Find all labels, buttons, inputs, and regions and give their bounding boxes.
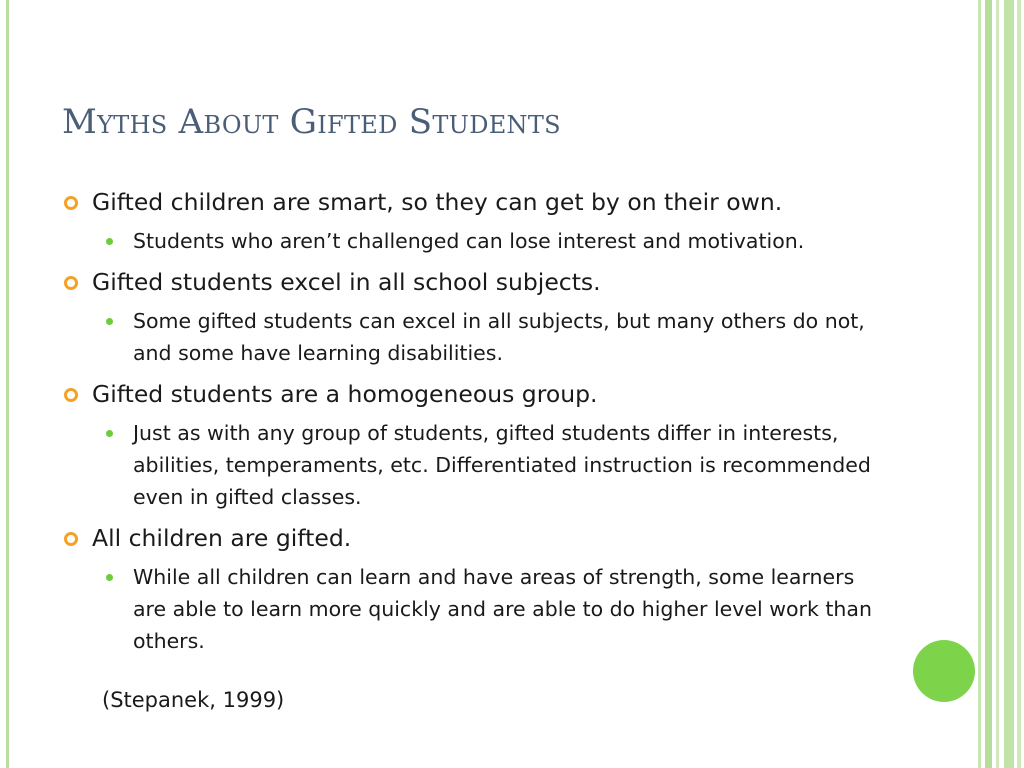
bullet-text: Gifted children are smart, so they can get by on their own. [92,188,783,216]
right-stripe [978,0,981,768]
right-stripe [996,0,999,768]
sub-bullet-text: Students who aren’t challenged can lose interest and motivation. [133,229,805,253]
sub-bullet-point [62,225,893,257]
dot-bullet-icon [106,318,113,325]
right-stripe [1004,0,1014,768]
dot-bullet-icon [106,574,113,581]
ring-bullet-icon [64,276,78,290]
sub-bullet-point [62,561,893,657]
sub-bullet-point [62,417,893,513]
bullet-point [62,185,892,219]
left-border-line [6,0,9,768]
sub-bullet-text: Some gifted students can excel in all subjects, but many others do not, and some have learning disabilities. [133,309,865,365]
slide-title: Myths About Gifted Students [62,102,561,142]
ring-bullet-icon [64,196,78,210]
decorative-circle [913,640,975,702]
ring-bullet-icon [64,532,78,546]
bullet-text: Gifted students are a homogeneous group. [92,380,598,408]
dot-bullet-icon [106,238,113,245]
right-stripe [985,0,992,768]
sub-bullet-point [62,305,893,369]
sub-bullet-text: Just as with any group of students, gifted students differ in interests, abilities, temperaments, etc. Differentiated instruction is recommended even in gifted classes. [133,421,871,509]
right-stripe [1017,0,1021,768]
bullet-point [62,377,892,411]
bullet-list [62,185,892,665]
ring-bullet-icon [64,388,78,402]
bullet-point [62,265,892,299]
citation: (Stepanek, 1999) [102,688,285,712]
bullet-text: Gifted students excel in all school subjects. [92,268,601,296]
bullet-point [62,521,892,555]
sub-bullet-text: While all children can learn and have areas of strength, some learners are able to learn more quickly and are able to do higher level work than others. [133,565,872,653]
bullet-text: All children are gifted. [92,524,352,552]
dot-bullet-icon [106,430,113,437]
